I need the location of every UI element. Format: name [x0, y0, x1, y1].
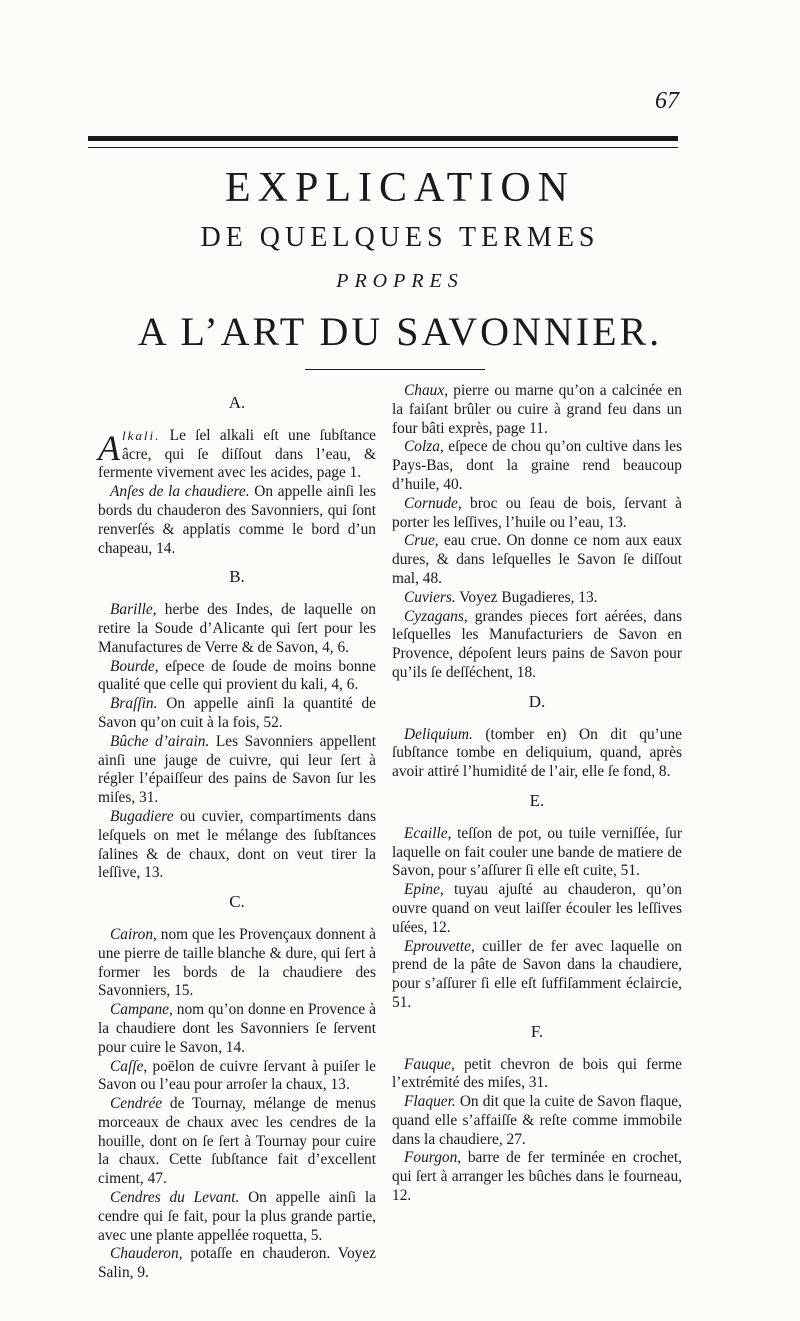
glossary-entry	[98, 695, 376, 733]
entry-text: , teſſon de pot, ou tuile verniſſée, ſur laquelle on fait couler une bande de matiere de Savon, pour s’aſſurer ſi elle eſt cuite, 51.	[392, 824, 682, 880]
entry-text: , eſpece de ſoude de moins bonne qualité que celle qui provient du kali, 4, 6.	[98, 657, 376, 694]
entry-term: Campane	[110, 1001, 169, 1019]
entry-text: On appelle ainſi les bords du chauderon des Savonniers, qui ſont renverſés & applatis comme le bord d’un chapeau, 14.	[98, 483, 376, 557]
section-f-entries	[392, 1056, 682, 1206]
entry-term: Caſſe	[110, 1057, 144, 1075]
section-d-entries	[392, 726, 682, 782]
entry-text: , potaſſe en chauderon. Voyez Salin, 9.	[98, 1245, 376, 1282]
entry-term: Cuviers.	[404, 588, 456, 606]
title-rule	[305, 369, 485, 370]
entry-text: On appelle ainſi la cendre qui ſe fait, pour la plus grande partie, avec une plante appellée roquetta, 5.	[98, 1189, 376, 1244]
glossary-entry	[392, 938, 682, 1013]
header-rule-thick	[88, 136, 678, 141]
right-column	[392, 382, 682, 1206]
entry-text: , broc ou ſeau de bois, ſervant à porter les leſſives, l’huile ou l’eau, 13.	[392, 494, 682, 531]
glossary-entry	[98, 1095, 376, 1189]
glossary-entry	[392, 532, 682, 588]
glossary-entry	[392, 726, 682, 782]
glossary-entry	[98, 1245, 376, 1283]
glossary-entry	[392, 825, 682, 881]
glossary-entry	[392, 608, 682, 683]
entry-term: Crue	[404, 532, 435, 550]
glossary-entry	[98, 808, 376, 883]
entry-anses	[98, 483, 376, 558]
entry-text: , nom que les Provençaux donnent à une pierre de taille blanche & dure, qui ſert à former les bords de la chaudiere des Savonniers, 15.	[98, 925, 376, 1000]
section-letter-e: E.	[529, 790, 545, 810]
entry-term: Eprouvette	[404, 937, 471, 955]
entry-term: Chauderon	[110, 1245, 179, 1263]
entry-text: On appelle ainſi la quantité de Savon qu’on cuit à la fois, 52.	[98, 695, 376, 731]
entry-term: Flaquer.	[404, 1093, 456, 1111]
section-c-entries	[98, 926, 376, 1283]
glossary-entry	[392, 495, 682, 533]
left-column	[98, 384, 376, 1283]
entry-term: Bugadiere	[110, 807, 174, 825]
glossary-entry	[392, 1149, 682, 1205]
entry-text: de Tournay, mélange de menus morceaux de chaux avec les cendres de la houille, dont on ſe ſert à Tournay pour cuire la chaux. Cette ſubſtance fait d’excellent ciment, 47.	[98, 1095, 376, 1188]
entry-term: Bûche d’airain.	[110, 732, 210, 750]
entry-term: lkali.	[122, 427, 161, 443]
entry-term: Ecaille	[404, 824, 448, 842]
glossary-entry	[98, 1189, 376, 1245]
glossary-entry	[392, 881, 682, 937]
entry-text: , poëlon de cuivre ſervant à puiſer le Savon ou l’eau pour arroſer la chaux, 13.	[98, 1057, 376, 1094]
glossary-entry	[392, 1056, 682, 1094]
entry-term: Anſes de la chaudiere.	[110, 483, 250, 501]
section-e-entries	[392, 825, 682, 1013]
entry-text: , herbe des Indes, de laquelle on retire la Soude d’Alicante qui ſert pour les Manufactures de Verre & de Savon, 4, 6.	[98, 601, 376, 656]
section-c-continued-entries	[392, 382, 682, 683]
page-number: 67	[655, 88, 679, 114]
glossary-entry	[98, 733, 376, 808]
entry-text: (tomber en) On dit qu’une ſubſtance tombe en deliquium, quand, après avoir attiré l’humidité de l’air, elle ſe fond, 8.	[392, 725, 682, 781]
section-b-entries	[98, 601, 376, 883]
section-letter-b: B.	[229, 567, 245, 587]
entry-text: , petit chevron de bois qui ferme l’extrémité des miſes, 31.	[392, 1055, 682, 1092]
section-letter-c: C.	[229, 892, 245, 912]
entry-alkali	[98, 427, 376, 483]
entry-text: , tuyau ajuſté au chauderon, qu’on ouvre quand on veut laiſſer écouler les leſſives uſées, 12.	[392, 881, 682, 936]
entry-term: Cendrée	[110, 1095, 163, 1113]
title-explication: EXPLICATION	[225, 165, 575, 211]
entry-text: , eſpece de chou qu’on cultive dans les Pays-Bas, dont la graine rend beaucoup d’huile, 40.	[392, 438, 682, 493]
title-propres: PROPRES	[336, 270, 464, 292]
entry-text: ou cuvier, compartiments dans leſquels on met le mélange des ſubſtances ſalines & de chaux, dont on veut tirer la leſſive, 13.	[98, 807, 376, 882]
section-letter-d: D.	[528, 691, 546, 711]
entry-term: Cornude	[404, 494, 458, 512]
glossary-entry	[392, 1093, 682, 1149]
glossary-entry	[98, 926, 376, 1001]
entry-text: , nom qu’on donne en Provence à la chaudiere dont les Savonniers ſe ſervent pour cuire le Savon, 14.	[98, 1001, 376, 1056]
entry-text: Les Savonniers appellent ainſi une jauge de cuivre, qui leur ſert à régler l’épaiſſeur des pains de Savon ſur les miſes, 31.	[98, 732, 376, 807]
entry-term: Deliquium.	[404, 725, 473, 743]
entry-term: Chaux	[404, 382, 445, 399]
entry-text: , eau crue. On donne ce nom aux eaux dures, & dans leſquelles le Savon ſe diſſout mal, 48.	[392, 532, 682, 587]
entry-term: Cairon	[110, 925, 154, 943]
entry-text: On dit que la cuite de Savon flaque, quand elle s’affaiſſe & reſte comme immobile dans la chaudiere, 27.	[392, 1093, 682, 1148]
glossary-entry	[98, 601, 376, 657]
section-letter-a: A.	[228, 393, 246, 412]
section-letter-f: F.	[530, 1021, 544, 1041]
entry-term: Bourde	[110, 657, 155, 675]
drop-cap: A	[98, 427, 120, 468]
entry-term: Colza	[404, 438, 440, 456]
glossary-entry	[392, 382, 682, 438]
entry-term: Barille	[110, 601, 153, 619]
glossary-entry	[98, 1001, 376, 1057]
entry-text: Le ſel alkali eſt une ſubſtance âcre, qui ſe diſſout dans l’eau, & fermente vivement avec les acides, page 1.	[98, 426, 376, 482]
entry-text: , grandes pieces fort aérées, dans leſquelles les Manufacturiers de Savon en Provence, dépoſent leurs pains de Savon pour qu’ils ſe deſſéchent, 18.	[392, 607, 682, 681]
glossary-entry	[98, 658, 376, 696]
entry-text: Voyez Bugadieres, 13.	[455, 588, 598, 606]
title-de-quelques-termes: DE QUELQUES TERMES	[200, 222, 600, 253]
entry-term: Fourgon	[404, 1149, 458, 1167]
entry-text: , barre de fer terminée en crochet, qui ſert à arranger les bûches dans le fourneau, 12.	[392, 1149, 682, 1205]
glossary-entry	[392, 438, 682, 494]
entry-text: , pierre ou marne qu’on a calcinée en la faiſant brûler ou cuire à grand feu dans un four bâti exprès, page 11.	[392, 382, 682, 437]
entry-text: , cuiller de fer avec laquelle on prend de la pâte de Savon dans la chaudiere, pour s’aſſurer ſi elle eſt ſuffiſamment éclaircie, 51.	[392, 937, 682, 1011]
header-rule-thin	[88, 147, 678, 148]
entry-term: Cyzagans	[404, 607, 464, 625]
entry-term: Epine	[404, 881, 440, 899]
entry-term: Fauque	[404, 1055, 452, 1073]
glossary-entry	[98, 1058, 376, 1096]
glossary-entry	[392, 589, 682, 608]
entry-term: Braſſin.	[110, 695, 158, 713]
entry-term: Cendres du Levant.	[110, 1189, 240, 1207]
title-art-du-savonnier: A L’ART DU SAVONNIER.	[137, 309, 663, 354]
